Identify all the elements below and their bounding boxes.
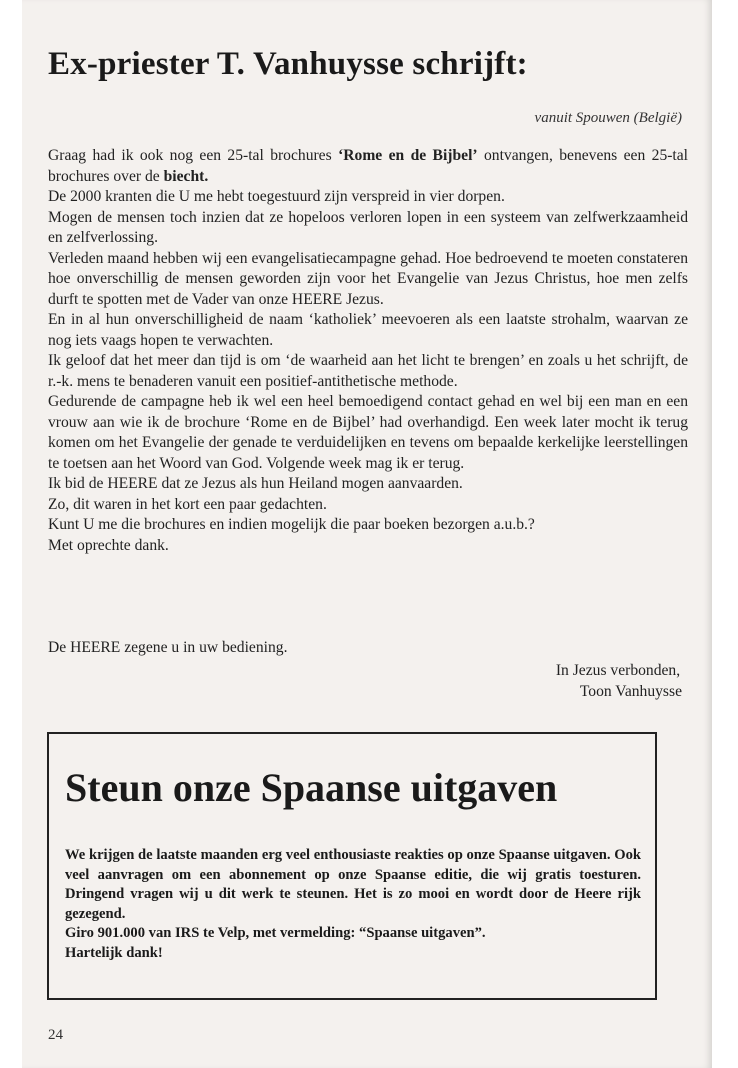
page-number: 24 [48, 1027, 63, 1043]
magazine-page [22, 0, 712, 1068]
appeal-thanks: Hartelijk dank! [65, 944, 163, 961]
appeal-paragraph: We krijgen de laatste maanden erg veel enthousiaste reakties op onze Spaanse uitgaven. Ook veel aanvragen om een abonnement op onze Spaanse editie, die wij gratis toesturen. Dringend vragen wij u dit werk te steunen. Het is zo mooi en wordt door de Heere rijk gezegend. [65, 847, 641, 922]
letter-paragraph: Kunt U me die brochures en indien mogelijk die paar boeken bezorgen a.u.b.? [48, 516, 535, 533]
paragraph-text: ontvangen, benevens een 25-tal brochures over de [48, 147, 689, 185]
appeal-text [65, 846, 641, 963]
appeal-title: Steun onze Spaanse uitgaven [65, 765, 558, 810]
letter-paragraph: De 2000 kranten die U me hebt toegestuurd zijn verspreid in vier dorpen. [48, 188, 505, 205]
letter-paragraph: Ik bid de HEERE dat ze Jezus als hun Heiland mogen aanvaarden. [48, 475, 463, 492]
closing-phrase: In Jezus verbonden, [555, 662, 681, 679]
letter-paragraph: Ik geloof dat het meer dan tijd is om ‘de waarheid aan het licht te brengen’ en zoals u het schrijft, de r.-k. mens te benaderen vanuit een positief-antithetische methode. [48, 352, 688, 390]
letter-paragraph: Verleden maand hebben wij een evangelisatiecampagne gehad. Hoe bedroevend te moeten constateren hoe onverschillig de mensen geworden zijn voor het Evangelie van Jezus Christus, hoe men zelfs durft te spotten met de Vader van onze HEERE Jezus. [48, 249, 688, 308]
article-title: Ex-priester T. Vanhuysse schrijft: [48, 46, 528, 82]
letter-paragraph [48, 146, 688, 187]
letter-paragraph: Mogen de mensen toch inzien dat ze hopeloos verloren lopen in een systeem van zelfwerkzaamheid en zelfverlossing. [48, 208, 688, 246]
brochure-subject: biecht. [163, 167, 209, 185]
article-origin: vanuit Spouwen (België) [534, 110, 682, 126]
appeal-giro: Giro 901.000 van IRS te Velp, met vermelding: “Spaanse uitgaven”. [65, 925, 486, 941]
letter-blessing: De HEERE zegene u in uw bediening. [48, 639, 288, 656]
brochure-title: ‘Rome en de Bijbel’ [338, 147, 478, 164]
letter-paragraph: En in al hun onverschilligheid de naam ‘katholiek’ meevoeren als een laatste strohalm, waarvan ze nog iets vaags hopen te verwachten. [48, 311, 688, 349]
paragraph-text: Graag had ik ook nog een 25-tal brochures [48, 147, 339, 164]
signature-name: Toon Vanhuysse [579, 682, 682, 700]
letter-closing [556, 661, 682, 702]
letter-paragraph: Met oprechte dank. [48, 536, 169, 554]
letter-paragraph: Gedurende de campagne heb ik wel een heel bemoedigend contact gehad en wel bij een man en een vrouw aan wie ik de brochure ‘Rome en de Bijbel’ had overhandigd. Een week later mocht ik terug komen om het Evangelie der genade te verduidelijken en tevens om bepaalde kerkelijke leerstellingen te toetsen aan het Woord van God. Volgende week mag ik er terug. [48, 393, 688, 472]
letter-body [48, 146, 688, 556]
appeal-box [47, 732, 657, 1000]
letter-paragraph: Zo, dit waren in het kort een paar gedachten. [48, 495, 327, 513]
